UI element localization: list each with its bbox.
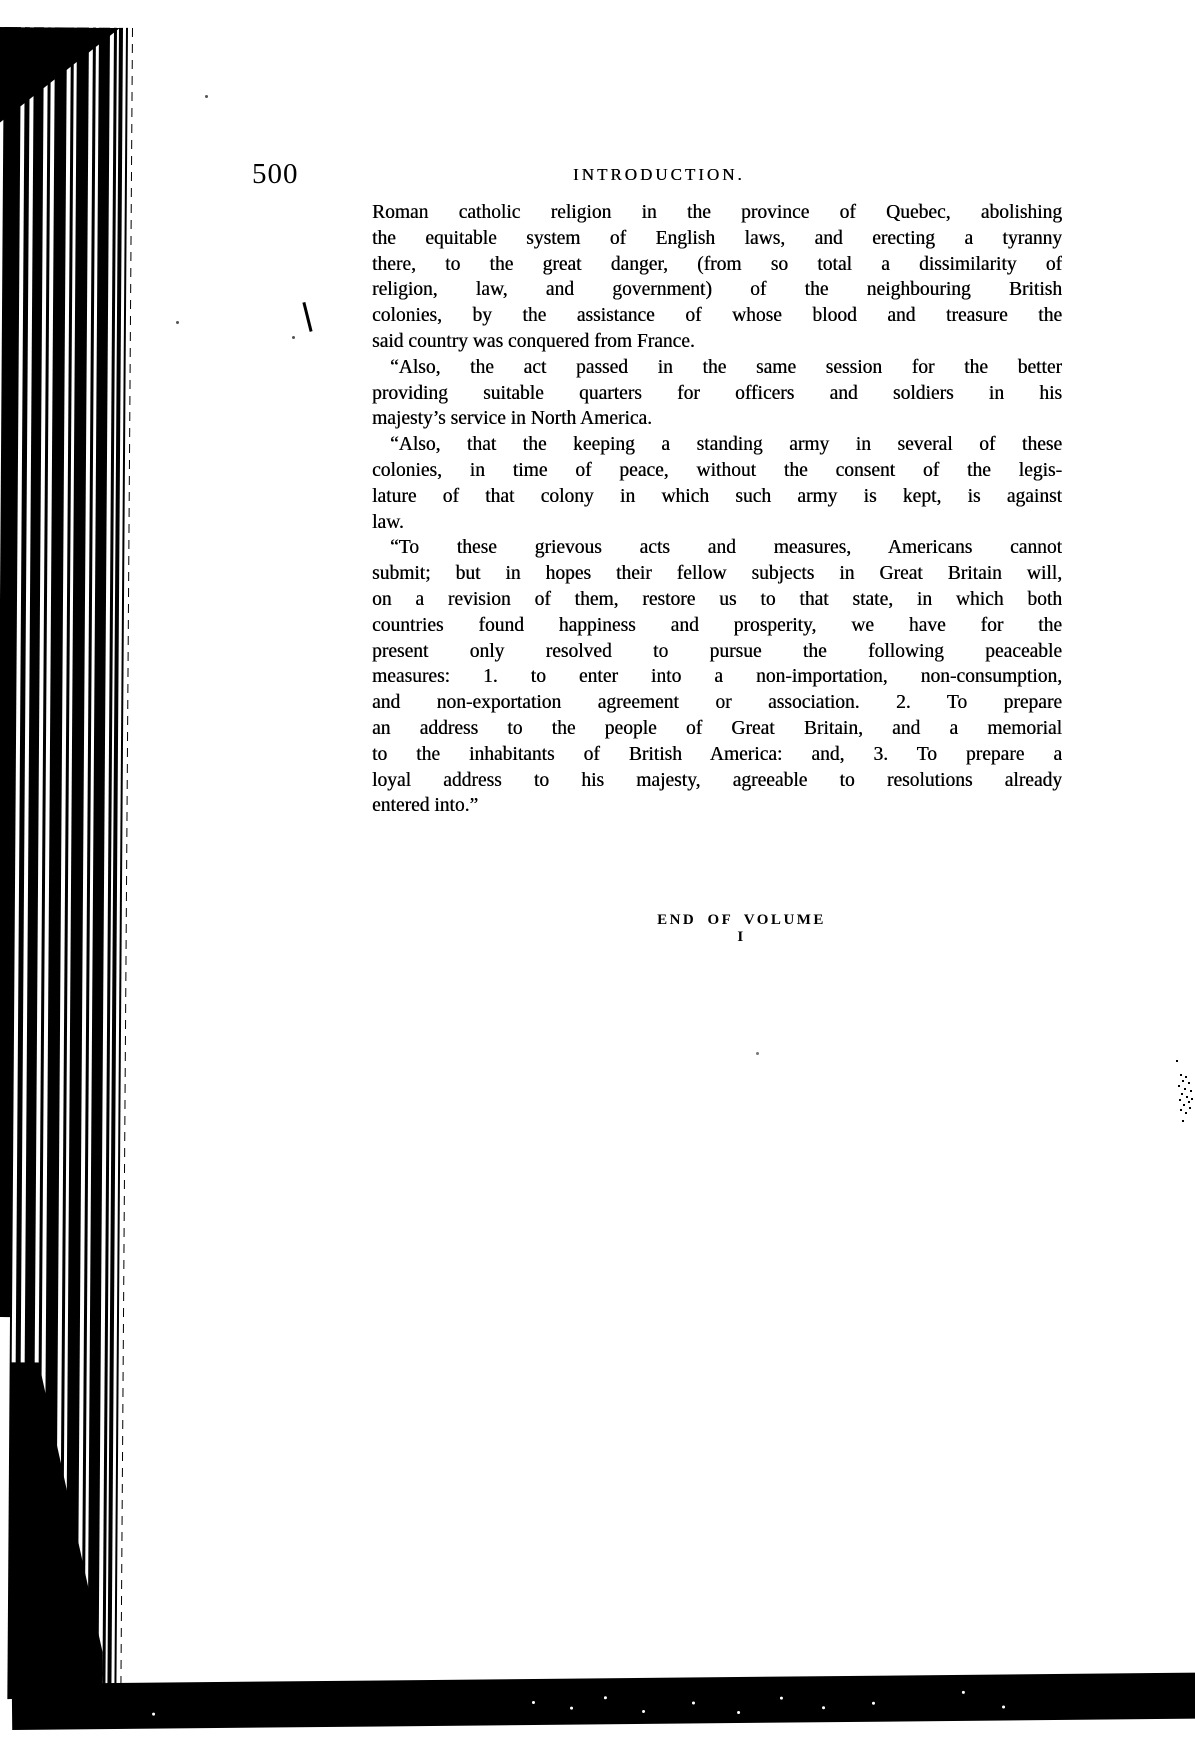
page-number: 500 bbox=[252, 158, 299, 190]
ink-speck bbox=[176, 321, 179, 324]
paragraph bbox=[372, 535, 1062, 819]
right-edge-ink-specks bbox=[1176, 1060, 1178, 1062]
pen-slash-mark bbox=[302, 302, 312, 332]
bottom-scan-shadow bbox=[12, 1673, 1195, 1730]
text-line: there, to the great danger, (from so total a dissimilarity of bbox=[372, 253, 1062, 275]
text-line: “To these grievous acts and measures, Americans cannot bbox=[390, 537, 1062, 559]
text-line: present only resolved to pursue the following peaceable bbox=[372, 640, 1062, 662]
text-line: Roman catholic religion in the province of Quebec, abolishing bbox=[372, 202, 1062, 223]
scan-noise-specks bbox=[532, 1701, 535, 1704]
text-line: “Also, the act passed in the same session for the better bbox=[390, 356, 1062, 378]
paragraph bbox=[372, 432, 1062, 535]
body-text bbox=[372, 200, 1062, 819]
text-line: submit; but in hopes their fellow subjects in Great Britain will, bbox=[372, 563, 1062, 585]
text-line: measures: 1. to enter into a non-importation, non-consumption, bbox=[372, 666, 1062, 688]
text-line: lature of that colony in which such army is kept, is against bbox=[372, 485, 1062, 507]
gutter-stripe-dashed bbox=[120, 28, 133, 1700]
text-line: colonies, in time of peace, without the consent of the legis- bbox=[372, 459, 1062, 481]
text-line: entered into.” bbox=[372, 795, 479, 817]
text-line: “Also, that the keeping a standing army in several of these bbox=[390, 434, 1062, 456]
ink-speck bbox=[292, 336, 295, 339]
end-of-volume-label: END OF VOLUME I bbox=[657, 912, 826, 945]
running-header: INTRODUCTION. bbox=[573, 165, 745, 184]
text-line: law. bbox=[372, 511, 404, 533]
ink-speck bbox=[205, 95, 208, 98]
ink-speck bbox=[756, 1052, 759, 1055]
text-line: to the inhabitants of British America: and, 3. To prepare a bbox=[372, 743, 1062, 765]
text-line: colonies, by the assistance of whose blood and treasure the bbox=[372, 305, 1062, 327]
paragraph bbox=[372, 200, 1062, 355]
text-line: loyal address to his majesty, agreeable to resolutions already bbox=[372, 769, 1062, 791]
text-line: religion, law, and government) of the neighbouring British bbox=[372, 279, 1062, 301]
text-line: countries found happiness and prosperity, we have for the bbox=[372, 614, 1062, 636]
text-line: the equitable system of English laws, and erecting a tyranny bbox=[372, 227, 1062, 249]
paragraph bbox=[372, 355, 1062, 432]
text-line: said country was conquered from France. bbox=[372, 330, 695, 352]
book-binding-gutter bbox=[0, 27, 142, 1700]
text-line: providing suitable quarters for officers and soldiers in his bbox=[372, 382, 1062, 404]
text-line: an address to the people of Great Britain, and a memorial bbox=[372, 717, 1062, 739]
text-line: and non-exportation agreement or association. 2. To prepare bbox=[372, 692, 1062, 714]
text-line: majesty’s service in North America. bbox=[372, 408, 652, 430]
text-line: on a revision of them, restore us to that state, in which both bbox=[372, 588, 1062, 610]
